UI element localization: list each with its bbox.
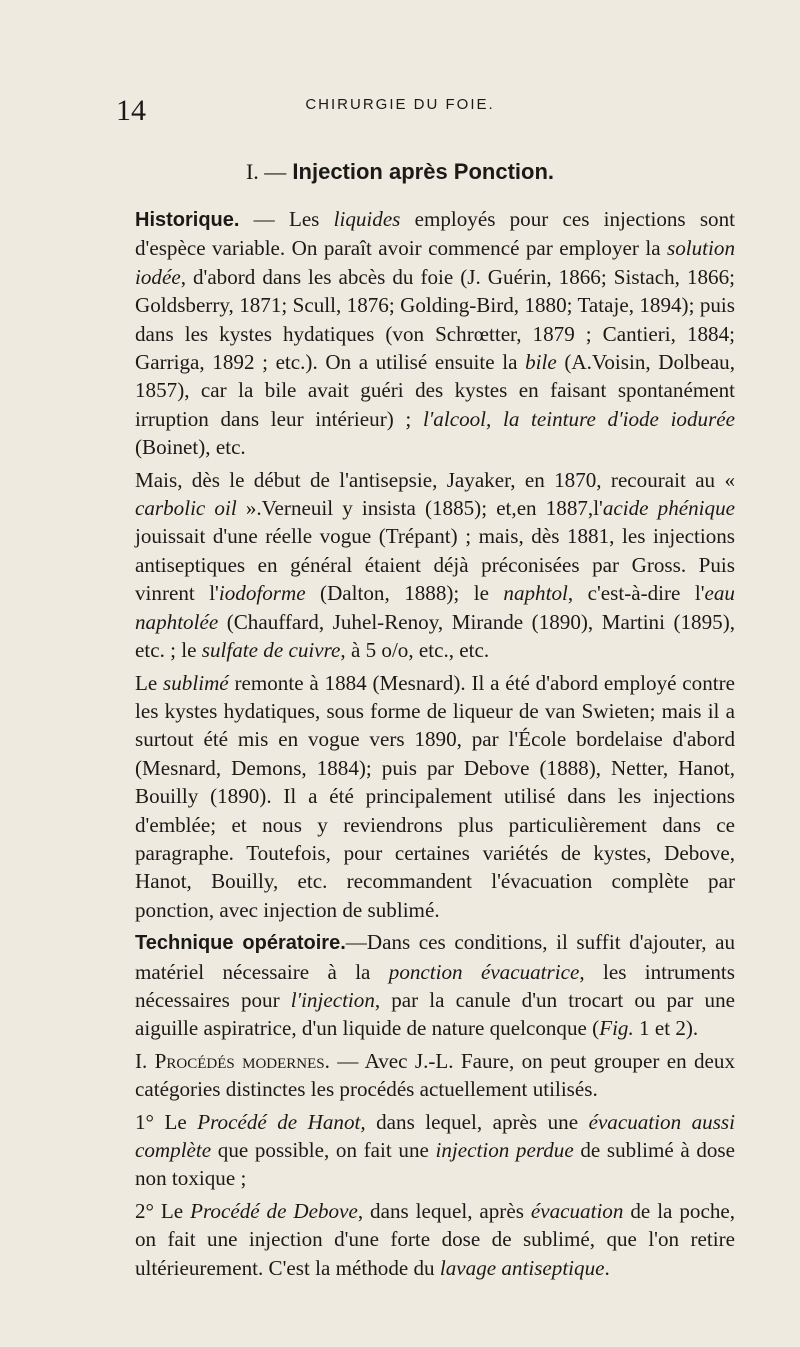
technique-heading: Technique opératoire. (135, 932, 346, 955)
text-run: —Dans ces conditions, il suffit d'ajouter, au matériel nécessaire à la (135, 930, 735, 984)
italic-run: solution iodée (135, 236, 735, 289)
text-run: , dans lequel, après (357, 1198, 531, 1223)
italic-run: l'injection (290, 987, 375, 1012)
text-run: 1 et 2). (633, 1016, 699, 1041)
text-run: jouissait d'une réelle vogue (Trépant) ; mais, dès 1881, les injections antiseptiques en général étaient déjà préconisées par Gross. Puis vinrent l' (135, 524, 735, 606)
list-item-hanot (135, 1108, 735, 1193)
italic-run: naphtol (503, 581, 568, 606)
text-run: Mais, dès le début de l'antisepsie, Jayaker, en 1870, recourait au « (135, 467, 735, 492)
italic-run: carbolic oil (135, 496, 237, 521)
text-run: dans lequel, après une (365, 1109, 589, 1134)
italic-run: l'alcool, la teinture d'iode iodurée (422, 406, 735, 431)
paragraph-sublime (135, 669, 735, 925)
text-run: , c'est-à-dire l' (567, 581, 705, 606)
italic-run: iodoforme (218, 581, 306, 606)
historique-heading: Historique. (135, 209, 240, 231)
italic-run: bile (525, 350, 557, 375)
text-run: que possible, on fait une (211, 1138, 436, 1162)
page-number: 14 (116, 94, 146, 127)
italic-run: évacuation (530, 1198, 624, 1223)
italic-run: lavage antiseptique (439, 1255, 605, 1280)
body-text (135, 205, 735, 1282)
italic-run: eau naphtolée (135, 581, 735, 634)
italic-run: évacuation aussi complète (135, 1109, 735, 1162)
text-run: remonte à 1884 (Mesnard). Il a été d'abord employé contre les kystes hydatiques, sous forme de liqueur de van Swieten; mais il a surtout été mis en vogue vers 1890, par l'École bordelaise d'abord (Mesnard, Demons, 1884); puis par Debove (1888), Netter, Hanot, Bouilly (1890). Il a été principalement utilisé dans les injections d'emblée; et nous y reviendrons plus particulièrement dans ce paragraphe. Toutefois, pour certaines variétés de kystes, Debove, Hanot, Bouilly, etc. recommandent l'évacuation complète par ponction, avec injection de sublimé. (135, 670, 735, 922)
text-run: 1° Le (135, 1109, 198, 1134)
text-run: 2° Le (135, 1198, 191, 1223)
text-run: , les intruments nécessaires pour (135, 959, 735, 1012)
text-run: , par la canule d'un trocart ou par une aiguille aspiratrice, d'un liquide de nature quelconque ( (135, 987, 735, 1041)
section-title-text: Injection après Ponction. (292, 159, 555, 184)
italic-run: acide phénique (602, 496, 735, 521)
running-title: CHIRURGIE DU FOIE. (305, 96, 495, 113)
text-run: (Chauffard, Juhel-Renoy, Mirande (1890), Martini (1895), etc. ; le (135, 609, 735, 663)
text-run: (Boinet), etc. (135, 435, 246, 460)
italic-run: ponction évacuatrice (388, 959, 580, 984)
text-run: (A.Voisin, Dolbeau, 1857), car la bile avait guéri des kystes en faisant spontanément irruption dans leur intérieur) ; (135, 350, 735, 431)
text-run: employés pour ces injections sont d'espèce variable. On paraît avoir commencé par employer la (135, 207, 735, 261)
italic-run: sublimé (163, 670, 229, 695)
paragraph-historique (135, 205, 735, 462)
text-run: (Dalton, 1888); le (305, 581, 504, 606)
text-run: ».Verneuil y insista (1885); et,en 1887,l' (236, 496, 603, 521)
list-item-debove (135, 1197, 735, 1282)
italic-run: injection perdue (435, 1138, 574, 1162)
text-run: de la poche, on fait une injection d'une forte dose de sublimé, que l'on retire ultérieurement. C'est la méthode du (135, 1198, 736, 1280)
section-title (0, 159, 800, 185)
text-run: de sublimé à dose non toxique ; (135, 1138, 736, 1191)
paragraph-procedes (135, 1047, 735, 1104)
text-run: — Les (239, 207, 334, 231)
text-run: Le (135, 670, 164, 695)
italic-run: Procédé de Debove (190, 1198, 358, 1223)
paragraph-antisepsie (135, 466, 735, 665)
paragraph-technique (135, 928, 735, 1043)
italic-run: Procédé de Hanot, (197, 1109, 366, 1134)
italic-run: liquides (333, 207, 401, 231)
italic-run: Fig. (599, 1016, 634, 1041)
text-run: , à 5 o/o, etc., etc. (340, 638, 490, 663)
text-run: , d'abord dans les abcès du foie (J. Guérin, 1866; Sistach, 1866; Goldsberry, 1871; Scull, 1876; Golding-Bird, 1880; Tataje, 1894); puis dans les kystes hydatiques (von Schrœtter, 1879 ; Cantieri, 1884; Garriga, 1892 ; etc.). On a utilisé ensuite la (135, 264, 735, 375)
text-run: . (604, 1255, 610, 1280)
section-number: I. — (245, 159, 287, 184)
text-run: — Avec J.-L. Faure, on peut grouper en deux catégories distinctes les procédés actuellement utilisés. (135, 1048, 736, 1102)
italic-run: sulfate de cuivre (201, 638, 341, 663)
procedes-heading: I. Procédés modernes. (135, 1048, 330, 1073)
